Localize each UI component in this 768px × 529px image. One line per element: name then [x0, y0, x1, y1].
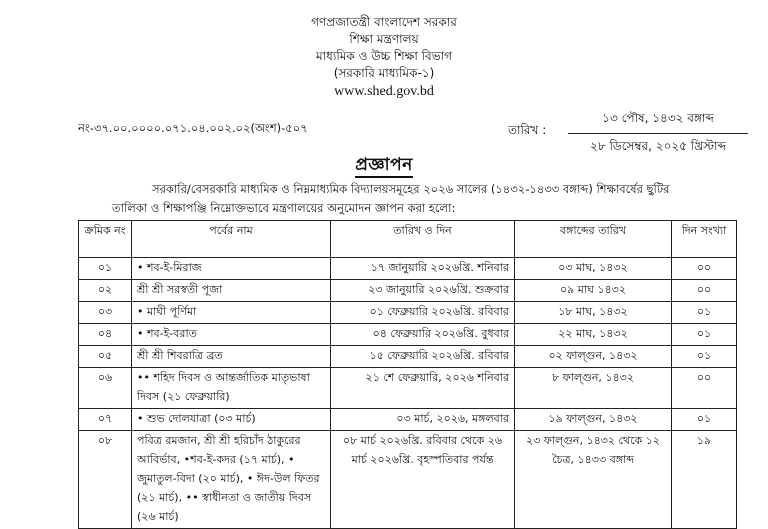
- header-day-count: দিন সংখ্যা: [672, 221, 737, 258]
- page-title: [0, 152, 768, 180]
- row-date: ০৮ মার্চ ২০২৬খ্রি. রবিবার থেকে ২৬ মার্চ ২০২৬খ্রি. বৃহস্পতিবার পর্যন্ত: [331, 431, 515, 529]
- table-row: [79, 302, 737, 324]
- header-date-day: তারিখ ও দিন: [331, 221, 515, 258]
- row-bangla-date: ০৩ মাঘ, ১৪৩২: [515, 258, 672, 280]
- row-event-name: • শব-ই-মিরাজ: [132, 258, 331, 280]
- row-day-count: ১৯: [672, 431, 737, 529]
- table-row: [79, 346, 737, 368]
- row-event-name: • শুভ দোলযাত্রা (০৩ মার্চ): [132, 409, 331, 431]
- row-date: ২৩ জানুয়ারি ২০২৬খ্রি. শুক্রবার: [331, 280, 515, 302]
- table-header-row: [79, 221, 737, 258]
- row-bangla-date: ১৯ ফাল্গুন, ১৪৩২: [515, 409, 672, 431]
- table-row: [79, 280, 737, 302]
- row-date: ১৫ ফেব্রুয়ারি ২০২৬খ্রি. রবিবার: [331, 346, 515, 368]
- row-serial: ০৭: [79, 409, 132, 431]
- row-date: ২১ শে ফেব্রুয়ারি, ২০২৬ শনিবার: [331, 368, 515, 409]
- header-event-name: পর্বের নাম: [132, 221, 331, 258]
- date-block: [568, 110, 748, 158]
- date-label: তারিখ :: [508, 123, 547, 137]
- row-day-count: ০১: [672, 346, 737, 368]
- header-bangla-date: বঙ্গাব্দের তারিখ: [515, 221, 672, 258]
- row-bangla-date: ২২ মাঘ, ১৪৩২: [515, 324, 672, 346]
- row-bangla-date: ০৯ মাঘ ১৪৩২: [515, 280, 672, 302]
- section-name: (সরকারি মাধ্যমিক-১): [333, 66, 435, 80]
- row-day-count: ০০: [672, 368, 737, 409]
- table-row: [79, 409, 737, 431]
- row-event-name: •• শহিদ দিবস ও আন্তর্জাতিক মাতৃভাষা দিবস (২১ ফেব্রুয়ারি): [132, 368, 331, 409]
- row-date: ০১ ফেব্রুয়ারি ২০২৬খ্রি. রবিবার: [331, 302, 515, 324]
- row-bangla-date: ০২ ফাল্গুন, ১৪৩২: [515, 346, 672, 368]
- holiday-table: [78, 220, 737, 529]
- row-serial: ০৪: [79, 324, 132, 346]
- row-event-name: শ্রী শ্রী শিবরাত্রি ব্রত: [132, 346, 331, 368]
- intro-line-2: তালিকা ও শিক্ষাপঞ্জি নিম্নোক্তভাবে মন্ত্রণালয়ের অনুমোদন জ্ঞাপন করা হলো:: [112, 201, 456, 215]
- table-row: [79, 368, 737, 409]
- division-name: মাধ্যমিক ও উচ্চ শিক্ষা বিভাগ: [315, 49, 453, 63]
- row-event-name: • মাঘী পূর্ণিমা: [132, 302, 331, 324]
- row-serial: ০৮: [79, 431, 132, 529]
- row-day-count: ০১: [672, 302, 737, 324]
- govt-name: গণপ্রজাতন্ত্রী বাংলাদেশ সরকার: [311, 15, 457, 29]
- row-day-count: ০১: [672, 324, 737, 346]
- row-bangla-date: ৮ ফাল্গুন, ১৪৩২: [515, 368, 672, 409]
- intro-paragraph: [112, 180, 752, 218]
- header-serial: ক্রমিক নং: [79, 221, 132, 258]
- title-text: প্রজ্ঞাপন: [355, 155, 413, 178]
- gregorian-date: ২৮ ডিসেম্বর, ২০২৫ খ্রিস্টাব্দ: [590, 139, 726, 153]
- row-serial: ০১: [79, 258, 132, 280]
- intro-line-1: সরকারি/বেসরকারি মাধ্যমিক ও নিম্নমাধ্যমিক বিদ্যালয়সমূহের ২০২৬ সালের (১৪৩২-১৪৩৩ বঙ্গাব্দ) শিক্ষাবর্ষের ছুটির: [152, 182, 670, 196]
- table-row: [79, 431, 737, 529]
- ministry-name: শিক্ষা মন্ত্রণালয়: [349, 32, 419, 46]
- table-row: [79, 324, 737, 346]
- row-serial: ০২: [79, 280, 132, 302]
- row-day-count: ০০: [672, 280, 737, 302]
- row-day-count: ০০: [672, 258, 737, 280]
- memo-number: নং-৩৭.০০.০০০০.০৭১.০৪.০০২.০২(অংশ)-৫০৭: [78, 121, 308, 135]
- website-text: www.shed.gov.bd: [334, 84, 434, 99]
- row-date: ০৩ মার্চ, ২০২৬, মঙ্গলবার: [331, 409, 515, 431]
- row-date: ১৭ জানুয়ারি ২০২৬খ্রি. শনিবার: [331, 258, 515, 280]
- table-row: [79, 258, 737, 280]
- row-event-name: পবিত্র রমজান, শ্রী শ্রী হরিচাঁদ ঠাকুরের আবির্ভাব, •শব-ই-কদর (১৭ মার্চ), • জুমাতুল-বিদা (২০ মার্চ), • ঈদ-উল ফিতর (২১ মার্চ), •• স্বাধীনতা ও জাতীয় দিবস (২৬ মার্চ): [132, 431, 331, 529]
- row-event-name: • শব-ই-বরাত: [132, 324, 331, 346]
- row-event-name: শ্রী শ্রী সরস্বতী পূজা: [132, 280, 331, 302]
- row-serial: ০৬: [79, 368, 132, 409]
- row-bangla-date: ১৮ মাঘ, ১৪৩২: [515, 302, 672, 324]
- row-day-count: ০১: [672, 409, 737, 431]
- row-date: ০৪ ফেব্রুয়ারি ২০২৬খ্রি. বুধবার: [331, 324, 515, 346]
- row-serial: ০৩: [79, 302, 132, 324]
- row-bangla-date: ২৩ ফাল্গুন, ১৪৩২ থেকে ১২ চৈত্র, ১৪৩৩ বঙ্গাব্দ: [515, 431, 672, 529]
- bangla-date: ১৩ পৌষ, ১৪৩২ বঙ্গাব্দ: [568, 110, 748, 134]
- row-serial: ০৫: [79, 346, 132, 368]
